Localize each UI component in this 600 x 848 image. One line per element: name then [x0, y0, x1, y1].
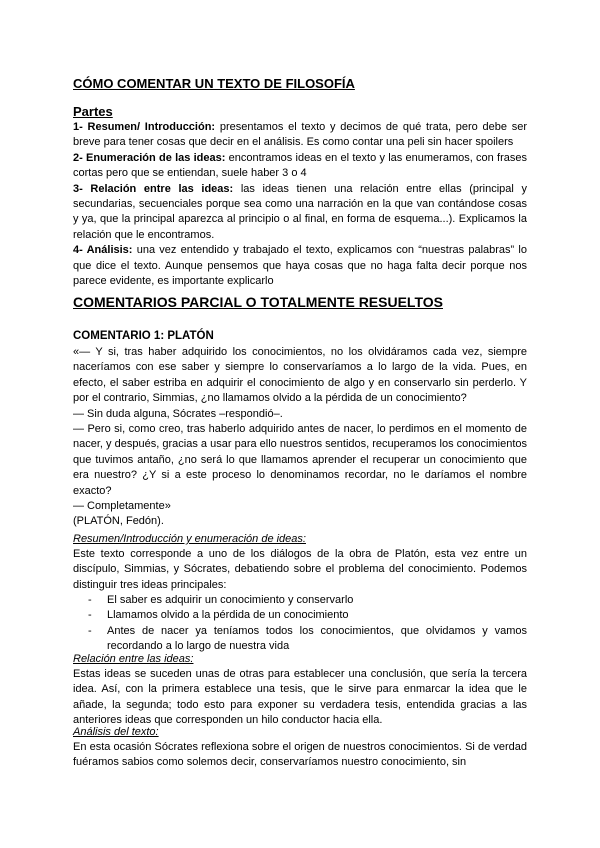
quote-paragraph: — Completamente» — [73, 500, 171, 513]
part-text: encontramos ideas en el texto y las enumeramos, con frases cortas pero que se entiendan, suele haber 3 o 4 — [73, 151, 527, 180]
part-item-2 — [73, 151, 527, 182]
resumen-heading: Resumen/Introducción y enumeración de ideas: — [73, 533, 306, 545]
resumen-text: Este texto corresponde a uno de los diálogos de la obra de Platón, esta vez entre un discípulo, Simmias, y Sócrates, debatiendo sobre el problema del conocimiento. Podemos distinguir tres ideas principales: — [73, 548, 527, 591]
solved-heading: COMENTARIOS PARCIAL O TOTALMENTE RESUELTOS — [73, 294, 443, 310]
comentario-heading: COMENTARIO 1: PLATÓN — [73, 330, 214, 342]
quote-citation: (PLATÓN, Fedón). — [73, 515, 164, 528]
relacion-heading: Relación entre las ideas: — [73, 653, 194, 665]
part-label: 2- Enumeración de las ideas: — [73, 151, 226, 164]
part-item-3 — [73, 182, 527, 244]
list-item: - El saber es adquirir un conocimiento y conservarlo — [88, 593, 527, 608]
part-item-4 — [73, 243, 527, 289]
relacion-text: Estas ideas se suceden unas de otras para establecer una conclusión, que sería la tercera idea. Así, con la primera establece una tesis, que le sirve para enmarcar la idea que le añade, la segunda; todo esto para exponer su verdadera tesis, entendida gracias a las anteriores ideas que corresponden un hilo conductor hacia ella. — [73, 668, 527, 727]
part-text: las ideas tienen una relación entre ellas (principal y secundarias, secuenciales porque sea como una narración en la que van contándose cosas y ya, que la principal aparezca al principio o al final, en forma de esquema...). Explicamos la relación que le encontramos. — [73, 182, 527, 241]
list-item: - Antes de nacer ya teníamos todos los conocimientos, que olvidamos y vamos recordando a lo largo de nuestra vida — [88, 624, 527, 655]
analisis-text: En esta ocasión Sócrates reflexiona sobre el origen de nuestros conocimientos. Si de verdad fuéramos sabios como solemos decir, conservaríamos nuestro conocimiento, sin — [73, 741, 527, 769]
part-label: 4- Análisis: — [73, 244, 133, 257]
part-text: una vez entendido y trabajado el texto, explicamos con “nuestras palabras” lo que dice el texto. Aunque pensemos que haya cosas que no haga falta decir porque nos parece evidente, es importante explicarlo — [73, 244, 527, 288]
analisis-heading: Análisis del texto: — [73, 726, 159, 738]
platon-quote — [73, 345, 527, 530]
ideas-list — [88, 593, 527, 655]
quote-paragraph: — Sin duda alguna, Sócrates –respondió–. — [73, 407, 283, 420]
part-label: 3- Relación entre las ideas: — [73, 182, 234, 195]
part-label: 1- Resumen/ Introducción: — [73, 121, 216, 133]
part-text: presentamos el texto y decimos de qué trata, pero debe ser breve para tener cosas que decir en el análisis. Es como contar una peli sin hacer spoilers — [73, 121, 527, 149]
quote-paragraph: «— Y si, tras haber adquirido los conocimientos, no los olvidáramos cada vez, siempre naceríamos con ese saber y siempre lo conservaríamos a lo largo de la vida. Pues, en efecto, el saber estriba en adquirir el conocimiento de algo y en conservarlo sin perderlo. Y por el contrario, Simmias, ¿no llamamos olvido a la pérdida de un conocimiento? — [73, 346, 527, 405]
part-item-1 — [73, 120, 527, 151]
list-item: - Llamamos olvido a la pérdida de un conocimiento — [88, 608, 527, 623]
parts-heading: Partes — [73, 104, 113, 119]
parts-list — [73, 120, 527, 289]
quote-paragraph: — Pero si, como creo, tras haberlo adquirido antes de nacer, lo perdimos en el momento de nacer, y después, gracias a usar para ello nuestros sentidos, recuperamos los conocimientos que tuvimos antaño, ¿no será lo que llamamos aprender el recuperar un conocimiento que era nuestro? ¿Y si a este proceso lo denominamos recordar, no le daríamos el nombre exacto? — [73, 423, 527, 497]
document-title: CÓMO COMENTAR UN TEXTO DE FILOSOFÍA — [73, 76, 355, 91]
